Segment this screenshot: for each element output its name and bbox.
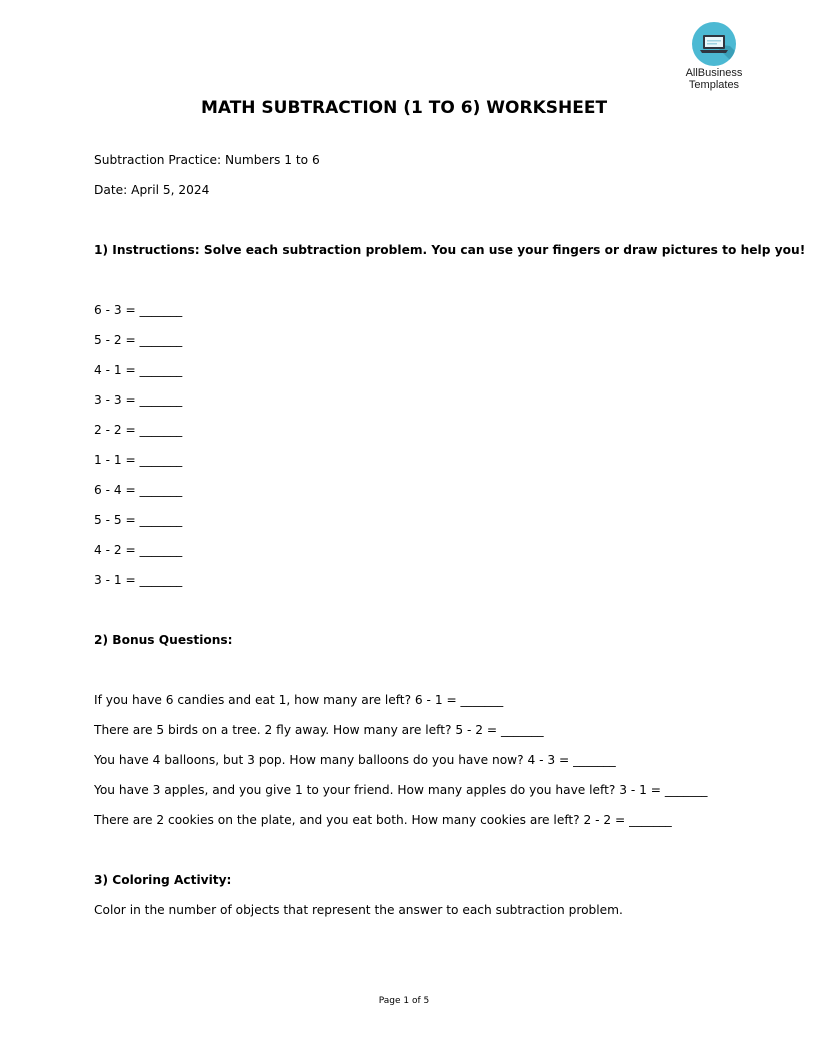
- problem-line: 3 - 1 = _______: [94, 573, 183, 587]
- problem-line: 4 - 1 = _______: [94, 363, 183, 377]
- allbusiness-templates-logo: [676, 22, 752, 91]
- laptop-icon: [692, 22, 736, 66]
- section1-heading: 1) Instructions: Solve each subtraction problem. You can use your fingers or draw pictures to help you!: [94, 243, 806, 257]
- bonus-question: There are 2 cookies on the plate, and you eat both. How many cookies are left? 2 - 2 = _______: [94, 813, 672, 827]
- problem-line: 1 - 1 = _______: [94, 453, 183, 467]
- coloring-instructions: Color in the number of objects that represent the answer to each subtraction problem.: [94, 903, 623, 917]
- logo-text-line1: AllBusiness: [685, 67, 743, 79]
- worksheet-title: MATH SUBTRACTION (1 TO 6) WORKSHEET: [200, 98, 608, 118]
- problem-line: 5 - 2 = _______: [94, 333, 183, 347]
- bonus-question: There are 5 birds on a tree. 2 fly away. How many are left? 5 - 2 = _______: [94, 723, 544, 737]
- problem-line: 3 - 3 = _______: [94, 393, 183, 407]
- logo-badge: [692, 22, 736, 66]
- section2-heading: 2) Bonus Questions:: [94, 633, 233, 647]
- problem-line: 6 - 3 = _______: [94, 303, 183, 317]
- subtitle: Subtraction Practice: Numbers 1 to 6: [94, 153, 320, 167]
- problem-line: 4 - 2 = _______: [94, 543, 183, 557]
- page-number-footer: Page 1 of 5: [378, 996, 430, 1006]
- bonus-question: If you have 6 candies and eat 1, how many are left? 6 - 1 = _______: [94, 693, 504, 707]
- logo-text-line2: Templates: [688, 79, 740, 91]
- problem-line: 2 - 2 = _______: [94, 423, 183, 437]
- bonus-question: You have 3 apples, and you give 1 to your friend. How many apples do you have left? 3 - 1 = _______: [94, 783, 708, 797]
- section3-heading: 3) Coloring Activity:: [94, 873, 232, 887]
- problem-line: 5 - 5 = _______: [94, 513, 183, 527]
- bonus-question: You have 4 balloons, but 3 pop. How many balloons do you have now? 4 - 3 = _______: [94, 753, 616, 767]
- problem-line: 6 - 4 = _______: [94, 483, 183, 497]
- date-line: Date: April 5, 2024: [94, 183, 210, 197]
